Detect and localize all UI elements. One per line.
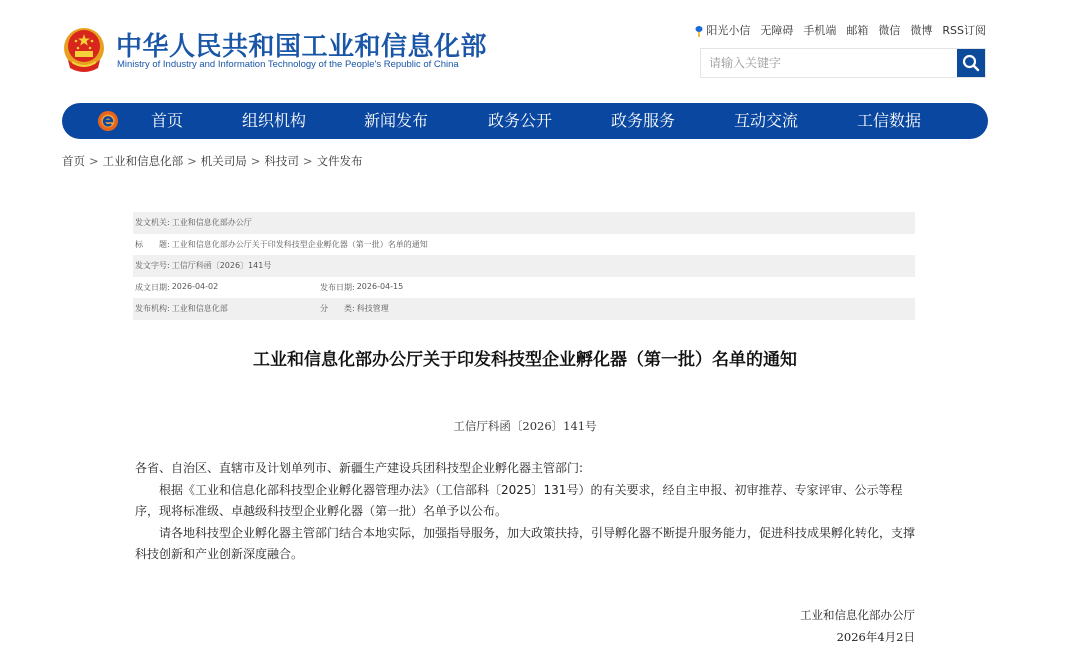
- search-button[interactable]: [957, 49, 985, 77]
- meta-label: 发文字号:: [135, 261, 170, 271]
- meta-label: 发布日期:: [320, 282, 355, 292]
- nav-item-gov-info[interactable]: 政务公开: [488, 111, 553, 130]
- meta-value-org: 工业和信息化部: [171, 304, 228, 314]
- breadcrumb-science-dept[interactable]: 科技司: [264, 154, 299, 168]
- meta-label: 成文日期:: [135, 282, 170, 292]
- nav-item-data[interactable]: 工信数据: [857, 111, 922, 130]
- meta-value-title: 工业和信息化部办公厅关于印发科技型企业孵化器（第一批）名单的通知: [171, 239, 428, 249]
- search-input[interactable]: [701, 49, 957, 77]
- meta-value-written-date: 2026-04-02: [171, 281, 219, 291]
- nav-item-home[interactable]: 首页: [151, 111, 184, 130]
- meta-value-issuer: 工业和信息化部办公厅: [171, 218, 252, 228]
- top-link-label: 阳光小信: [706, 24, 751, 37]
- document-title: 工业和信息化部办公厅关于印发科技型企业孵化器（第一批）名单的通知: [253, 350, 797, 370]
- search-box: [700, 48, 986, 78]
- nav-item-news[interactable]: 新闻发布: [364, 111, 429, 130]
- document-metadata-table: [133, 212, 915, 320]
- main-nav: [62, 103, 988, 139]
- search-icon: [962, 54, 980, 72]
- nav-item-interaction[interactable]: 互动交流: [734, 111, 799, 130]
- top-link-accessibility[interactable]: 无障碍: [760, 24, 794, 37]
- top-link-rss[interactable]: RSS订阅: [942, 24, 986, 37]
- meta-value-category: 科技管理: [356, 304, 389, 314]
- top-link-sunshine[interactable]: [695, 22, 750, 38]
- meta-row-title: [133, 234, 915, 256]
- top-links: [695, 22, 986, 38]
- meta-label: 标 题:: [135, 239, 170, 249]
- top-link-weibo[interactable]: 微博: [910, 24, 933, 37]
- national-emblem-icon[interactable]: [62, 26, 106, 74]
- meta-label: 发文机关:: [135, 218, 170, 228]
- nav-item-gov-services[interactable]: 政务服务: [611, 111, 676, 130]
- miit-e-logo-icon[interactable]: [97, 110, 119, 132]
- document-paragraph: 请各地科技型企业孵化器主管部门结合本地实际，加强指导服务，加大政策扶持，引导孵化器不断提升服务能力，促进科技成果孵化转化，支撑科技创新和产业创新深度融合。: [135, 525, 916, 561]
- site-header: [0, 0, 1080, 100]
- meta-value-docno: 工信厅科函〔2026〕141号: [171, 261, 272, 271]
- breadcrumb-documents[interactable]: 文件发布: [316, 154, 363, 168]
- breadcrumb-separator: >: [302, 154, 313, 168]
- breadcrumb: [62, 153, 363, 169]
- breadcrumb-ministry[interactable]: 工业和信息化部: [102, 154, 184, 168]
- document-body: [135, 458, 915, 566]
- site-logo-subtitle: Ministry of Industry and Information Technology of the People's Republic of China: [117, 59, 459, 70]
- meta-label: 分 类:: [320, 304, 355, 314]
- nav-item-organization[interactable]: 组织机构: [242, 111, 307, 130]
- breadcrumb-separator: >: [89, 154, 99, 168]
- document-paragraph: 根据《工业和信息化部科技型企业孵化器管理办法》（工信部科〔2025〕131号）的有关要求，经自主申报、初审推荐、专家评审、公示等程序，现将标准级、卓越级科技型企业孵化器（第一批）名单予以公布。: [135, 482, 903, 518]
- breadcrumb-separator: >: [187, 154, 197, 168]
- top-link-mail[interactable]: 邮箱: [846, 24, 869, 37]
- meta-row-docno: [133, 255, 915, 277]
- breadcrumb-separator: >: [250, 154, 261, 168]
- document-number: 工信厅科函〔2026〕141号: [453, 419, 597, 433]
- meta-row-org-category: [133, 298, 915, 320]
- site-logo-title[interactable]: 中华人民共和国工业和信息化部: [116, 32, 488, 62]
- meta-row-issuer: [133, 212, 915, 234]
- meta-row-dates: [133, 277, 915, 299]
- meta-label: 发布机构:: [135, 304, 170, 314]
- breadcrumb-home[interactable]: 首页: [62, 154, 85, 168]
- document-signature: [800, 604, 915, 648]
- meta-value-published-date: 2026-04-15: [356, 281, 404, 291]
- sign-date: 2026年4月2日: [836, 630, 915, 644]
- top-link-mobile[interactable]: 手机端: [803, 24, 837, 37]
- signer: 工业和信息化部办公厅: [800, 608, 915, 622]
- top-link-wechat[interactable]: 微信: [878, 24, 901, 37]
- document-salutation: 各省、自治区、直辖市及计划单列市、新疆生产建设兵团科技型企业孵化器主管部门:: [135, 461, 584, 475]
- sunshine-icon: [695, 25, 703, 37]
- breadcrumb-departments[interactable]: 机关司局: [200, 154, 247, 168]
